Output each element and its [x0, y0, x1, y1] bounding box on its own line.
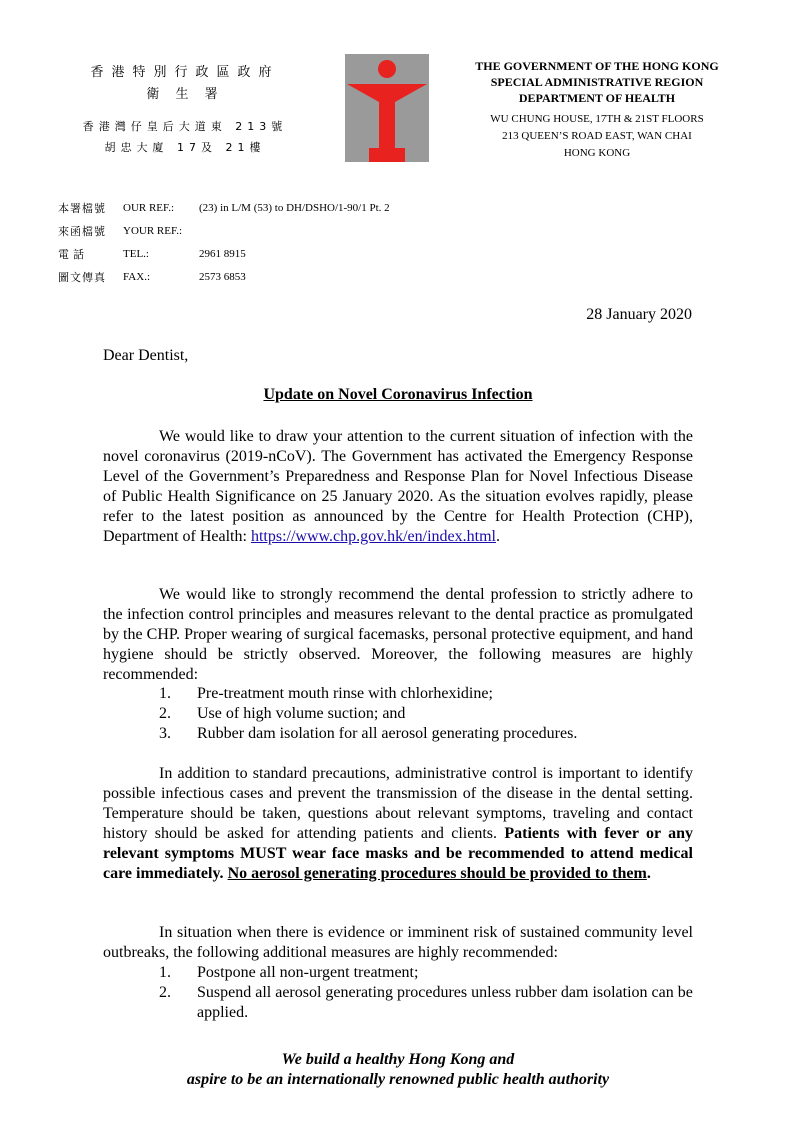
paragraph-bold-underline-warning: No aerosol generating procedures should be provided to them — [227, 865, 647, 882]
list-item — [103, 983, 693, 1023]
cn-department-name: 衛 生 署 — [146, 87, 224, 102]
en-address-line1: WU CHUNG HOUSE, 17TH & 21ST FLOORS — [490, 113, 704, 125]
salutation: Dear Dentist, — [103, 347, 189, 364]
list-item-number: 1. — [159, 964, 171, 981]
ref-en-label: YOUR REF.: — [123, 224, 183, 237]
letter-subject: Update on Novel Coronavirus Infection — [263, 386, 533, 403]
paragraph-bold-warning: Patients with fever or any relevant symptoms MUST wear face masks and be recommended to attend medical care immediately. — [103, 825, 693, 882]
ref-cn-label: 圖文傳真 — [58, 270, 106, 284]
list-item-text: Suspend all aerosol generating procedures unless rubber dam isolation can be applied. — [197, 984, 693, 1021]
en-address-line3: HONG KONG — [563, 147, 631, 159]
ref-cn-label: 電話 — [58, 247, 88, 261]
list-item — [103, 684, 693, 704]
ref-cn-label: 來函檔號 — [58, 224, 106, 238]
paragraph-text: We would like to draw your attention to the current situation of infection with the novel coronavirus (2019-nCoV). The Government has activated the Emergency Response Level of the Government’s Preparedness and Response Plan for Novel Infectious Disease of Public Health Significance on 25 January 2020. As the situation evolves rapidly, please refer to the latest position as announced by the Centre for Health Protection (CHP), Department of Health: — [103, 428, 693, 545]
chp-website-link[interactable]: https://www.chp.gov.hk/en/index.html — [250, 528, 496, 545]
en-department-header — [452, 58, 742, 106]
list-item-text: Rubber dam isolation for all aerosol generating procedures. — [197, 725, 578, 742]
cn-government-name: 香港特別行政區政府 — [90, 65, 280, 80]
list-item — [103, 963, 693, 983]
logo-head — [378, 60, 396, 78]
en-address-line2: 213 QUEEN’S ROAD EAST, WAN CHAI — [502, 130, 692, 142]
ref-cn-label: 本署檔號 — [58, 201, 106, 215]
list-item-number: 2. — [159, 705, 171, 722]
recommended-measures-list — [103, 684, 693, 744]
cn-department-header — [60, 62, 310, 106]
ref-row-fax — [58, 265, 499, 288]
list-item-text: Pre-treatment mouth rinse with chlorhexidine; — [197, 685, 493, 702]
ref-value: 2961 8915 — [199, 247, 246, 260]
paragraph-recommendations — [103, 585, 693, 685]
ref-en-label: TEL.: — [123, 247, 149, 260]
en-header-line3: DEPARTMENT OF HEALTH — [518, 91, 676, 105]
ref-row-our-ref — [58, 196, 499, 219]
en-header-line1: THE GOVERNMENT OF THE HONG KONG — [475, 59, 719, 73]
list-item-text: Use of high volume suction; and — [197, 705, 406, 722]
ref-row-your-ref — [58, 219, 499, 242]
footer-line2: aspire to be an internationally renowned public health authority — [186, 1071, 610, 1088]
paragraph-text: We would like to strongly recommend the dental profession to strictly adhere to the infection control principles and measures relevant to the dental practice as promulgated by the CHP. Proper wearing of surgical facemasks, personal protective equipment, and hand hygiene should be strictly observed. Moreover, the following measures are highly recommended: — [103, 586, 693, 683]
cn-address — [60, 116, 310, 158]
paragraph-text: In situation when there is evidence or imminent risk of sustained community level outbreaks, the following additional measures are highly recommended: — [103, 924, 693, 961]
additional-measures-list — [103, 963, 693, 1023]
reference-table — [58, 196, 499, 288]
paragraph-text: In addition to standard precautions, administrative control is important to identify possible infectious cases and prevent the transmission of the disease in the dental setting. Temperature should be taken, questions about relevant symptoms, traveling and contact history should be asked for attending patients and clients. — [103, 765, 693, 842]
list-item-text: Postpone all non-urgent treatment; — [197, 964, 419, 981]
paragraph-tail: . — [646, 865, 651, 882]
paragraph-outbreak-measures — [103, 923, 693, 963]
paragraph-administrative-control — [103, 764, 693, 884]
en-address — [452, 111, 742, 162]
ref-en-label: FAX.: — [123, 270, 150, 283]
paragraph-situation — [103, 427, 693, 547]
ref-row-tel — [58, 242, 499, 265]
list-item-number: 3. — [159, 725, 171, 742]
ref-en-label: OUR REF.: — [123, 201, 175, 214]
cn-address-line1: 香港灣仔皇后大道東 213號 — [82, 120, 288, 133]
list-item — [103, 724, 693, 744]
paragraph-tail: . — [495, 528, 500, 545]
department-of-health-logo — [345, 54, 429, 162]
footer-motto — [103, 1050, 693, 1090]
letter-date: 28 January 2020 — [586, 306, 692, 323]
ref-value: 2573 6853 — [199, 270, 246, 283]
footer-line1: We build a healthy Hong Kong and — [281, 1051, 515, 1068]
en-header-line2: SPECIAL ADMINISTRATIVE REGION — [490, 75, 704, 89]
list-item-number: 1. — [159, 685, 171, 702]
list-item — [103, 704, 693, 724]
list-item-number: 2. — [159, 984, 171, 1001]
cn-address-line2: 胡忠大廈 17及 21樓 — [104, 141, 266, 154]
ref-value: (23) in L/M (53) to DH/DSHO/1-90/1 Pt. 2 — [199, 201, 390, 214]
